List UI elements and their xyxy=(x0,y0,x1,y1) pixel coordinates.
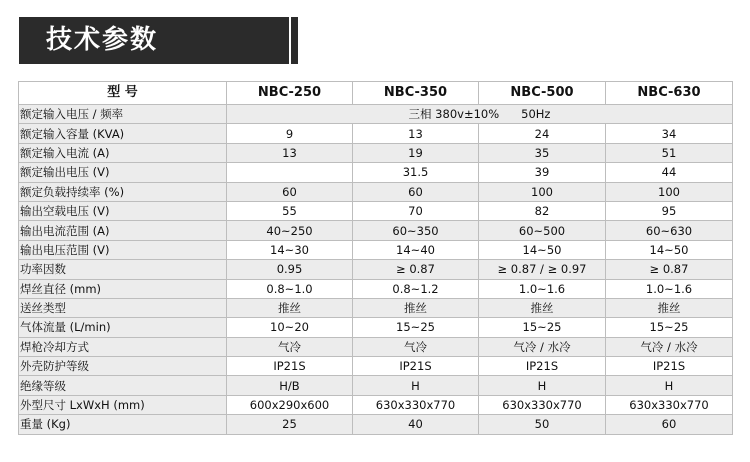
row-label: 功率因数 xyxy=(19,260,227,279)
row-value: 15~25 xyxy=(479,318,606,337)
table-row xyxy=(19,415,733,434)
row-value: 10~20 xyxy=(227,318,353,337)
table-row xyxy=(19,105,733,124)
row-value: 14~50 xyxy=(479,240,606,259)
row-label: 输出电流范围 (A) xyxy=(19,221,227,240)
row-value: 600x290x600 xyxy=(227,395,353,414)
row-value: ≥ 0.87 xyxy=(353,260,479,279)
merged-value-frequency: 50Hz xyxy=(521,107,551,122)
table-row xyxy=(19,260,733,279)
table-row xyxy=(19,357,733,376)
row-value: H/B xyxy=(227,376,353,395)
row-value: 1.0~1.6 xyxy=(479,279,606,298)
row-value: 13 xyxy=(353,124,479,143)
table-row xyxy=(19,298,733,317)
table-row xyxy=(19,182,733,201)
table-row xyxy=(19,318,733,337)
row-label: 额定输入容量 (KVA) xyxy=(19,124,227,143)
header-model: NBC-630 xyxy=(606,82,733,105)
banner-accent-bar xyxy=(291,17,298,64)
row-value: 24 xyxy=(479,124,606,143)
row-value: 15~25 xyxy=(353,318,479,337)
row-value: 0.8~1.2 xyxy=(353,279,479,298)
row-value: 9 xyxy=(227,124,353,143)
header-model: NBC-500 xyxy=(479,82,606,105)
row-value: 60~500 xyxy=(479,221,606,240)
row-value: 0.8~1.0 xyxy=(227,279,353,298)
row-value: H xyxy=(606,376,733,395)
row-value: 34 xyxy=(606,124,733,143)
row-label: 气体流量 (L/min) xyxy=(19,318,227,337)
row-value: ≥ 0.87 xyxy=(606,260,733,279)
section-title: 技术参数 xyxy=(46,25,159,55)
row-label: 送丝类型 xyxy=(19,298,227,317)
table-row xyxy=(19,395,733,414)
table-row xyxy=(19,221,733,240)
row-value: 1.0~1.6 xyxy=(606,279,733,298)
table-row xyxy=(19,240,733,259)
row-label: 焊丝直径 (mm) xyxy=(19,279,227,298)
row-value: 50 xyxy=(479,415,606,434)
row-value: 25 xyxy=(227,415,353,434)
header-label: 型 号 xyxy=(19,82,227,105)
table-row xyxy=(19,376,733,395)
row-label: 输出电压范围 (V) xyxy=(19,240,227,259)
row-value: 100 xyxy=(606,182,733,201)
row-label: 输出空载电压 (V) xyxy=(19,201,227,220)
row-value: 40~250 xyxy=(227,221,353,240)
row-value: 气冷 / 水冷 xyxy=(479,337,606,356)
row-label: 重量 (Kg) xyxy=(19,415,227,434)
row-value: 100 xyxy=(479,182,606,201)
row-value: 51 xyxy=(606,143,733,162)
row-value: IP21S xyxy=(227,357,353,376)
row-value: IP21S xyxy=(606,357,733,376)
row-value: H xyxy=(479,376,606,395)
row-value: 40 xyxy=(353,415,479,434)
row-value xyxy=(227,163,353,182)
row-value: 14~40 xyxy=(353,240,479,259)
row-value: 630x330x770 xyxy=(353,395,479,414)
row-value: 气冷 / 水冷 xyxy=(606,337,733,356)
row-value: ≥ 0.87 / ≥ 0.97 xyxy=(479,260,606,279)
spec-table xyxy=(18,81,733,435)
row-label: 焊枪冷却方式 xyxy=(19,337,227,356)
row-value: IP21S xyxy=(353,357,479,376)
row-value: 14~30 xyxy=(227,240,353,259)
row-value: 31.5 xyxy=(353,163,479,182)
row-value: IP21S xyxy=(479,357,606,376)
row-value: 39 xyxy=(479,163,606,182)
row-value: 13 xyxy=(227,143,353,162)
section-title-banner xyxy=(19,17,289,64)
row-value: 70 xyxy=(353,201,479,220)
row-label: 外型尺寸 LxWxH (mm) xyxy=(19,395,227,414)
row-value: 15~25 xyxy=(606,318,733,337)
row-value: 气冷 xyxy=(227,337,353,356)
row-label: 额定输入电压 / 频率 xyxy=(19,105,227,124)
table-row xyxy=(19,124,733,143)
row-value: 60 xyxy=(227,182,353,201)
table-row xyxy=(19,143,733,162)
table-row xyxy=(19,279,733,298)
table-row xyxy=(19,163,733,182)
row-label: 外壳防护等级 xyxy=(19,357,227,376)
row-merged-value xyxy=(227,105,733,124)
row-value: 19 xyxy=(353,143,479,162)
row-value: 推丝 xyxy=(353,298,479,317)
row-label: 额定输出电压 (V) xyxy=(19,163,227,182)
row-value: 630x330x770 xyxy=(606,395,733,414)
row-value: H xyxy=(353,376,479,395)
row-label: 额定负载持续率 (%) xyxy=(19,182,227,201)
row-label: 绝缘等级 xyxy=(19,376,227,395)
row-value: 60~350 xyxy=(353,221,479,240)
row-value: 82 xyxy=(479,201,606,220)
table-row xyxy=(19,201,733,220)
row-value: 推丝 xyxy=(606,298,733,317)
row-value: 推丝 xyxy=(227,298,353,317)
row-value: 630x330x770 xyxy=(479,395,606,414)
row-value: 0.95 xyxy=(227,260,353,279)
row-value: 60~630 xyxy=(606,221,733,240)
merged-value-voltage: 三相 380v±10% xyxy=(408,107,500,122)
header-model: NBC-250 xyxy=(227,82,353,105)
row-value: 35 xyxy=(479,143,606,162)
header-model: NBC-350 xyxy=(353,82,479,105)
row-value: 60 xyxy=(606,415,733,434)
row-value: 95 xyxy=(606,201,733,220)
row-value: 60 xyxy=(353,182,479,201)
table-header-row xyxy=(19,82,733,105)
row-value: 推丝 xyxy=(479,298,606,317)
row-value: 14~50 xyxy=(606,240,733,259)
row-value: 55 xyxy=(227,201,353,220)
row-label: 额定输入电流 (A) xyxy=(19,143,227,162)
row-value: 44 xyxy=(606,163,733,182)
row-value: 气冷 xyxy=(353,337,479,356)
table-row xyxy=(19,337,733,356)
